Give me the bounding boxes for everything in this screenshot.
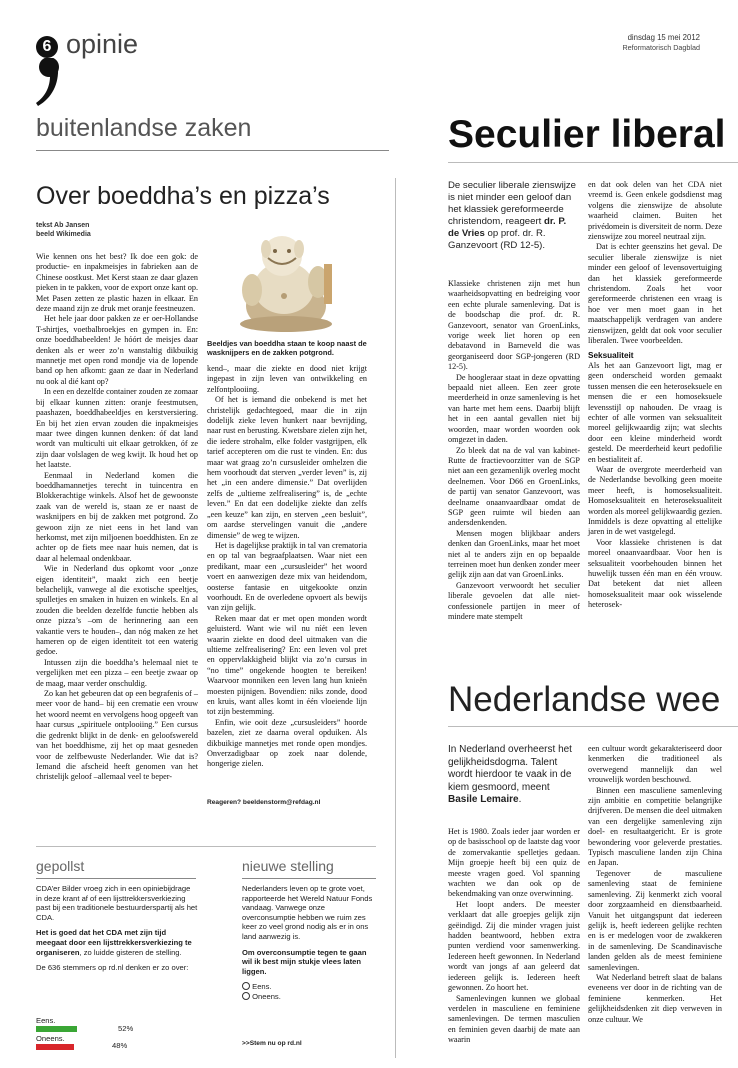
poll-yes-pct: 52% (118, 1024, 134, 1033)
poll-top-rule (36, 846, 376, 847)
poll-yes-label: Eens. (36, 1016, 56, 1025)
new-statement-intro: Nederlanders leven op te grote voet, rapporteerde het Wereld Natuur Fonds vandaag. Vanwege onze overconsumptie hebben we ruim zes keer zo veel grond nodig als er in ons land aanwezig is. (242, 884, 373, 941)
paragraph: De hoogleraar staat in deze opvatting bepaald niet alleen. Een zeer grote meerderheid in onze samenleving is het van harte met hem eens. Daarbij blijft het in een aantal gevallen niet bij woorden, maar worden woorden ook omgezet in daden. (448, 372, 580, 445)
new-statement-heading: nieuwe stelling (242, 858, 334, 874)
vote-option-label: Eens. (252, 982, 272, 992)
paragraph: Eenmaal in Nederland komen die boeddhamannetjes terecht in tuincentra en Blokkerachtige winkels. Alsof het de gewoonste zaak van de wereld is, staan ze er naast de wasknijpers en bij de zakken met potgrond. Zo gewoon zijn ze niet eens in het land van herkomst, met zijn miljoenen boeddhisten. En ze achter op de fiets mee naar huis nemen, dat is daar al helemaal ondenkbaar. (36, 470, 198, 563)
new-statement-content (242, 884, 376, 1002)
subheading: Seksualiteit (588, 350, 634, 360)
article-intro (448, 180, 580, 252)
new-statement-text: Om overconsumptie tegen te gaan wil ik best mijn stukje vlees laten liggen. (242, 947, 367, 976)
intro-text: In Nederland overheerst het gelijkheidsdogma. Talent wordt hierdoor te vaak in de kiem gesmoord, meent (448, 744, 572, 793)
new-statement-rule (242, 878, 376, 879)
left-article-col2 (207, 364, 367, 770)
seculier-col2 (588, 180, 722, 611)
rubric-rule (36, 150, 389, 151)
paragraph: Reken maar dat er met open monden wordt geluisterd. Want wie wil nu níét een leven waarin ziekte en dood deel uitmaken van die ultieme zelfrealisering? En: een leven vol pret en oppervlakkigheid blijkt via zo’n cursus in “no time” ongekende hoogten te bereiken! Waarvoor monniken een leven lang hun knieën moesten pijnigen. Bovendien: niks zonde, dood en kruis, want alles komt in één vloeiende lijn tot zijn bestemming. (207, 613, 367, 717)
intro-text: De seculier liberale zienswijze is niet minder een geloof dan het klassiek gereformeerde christendom, reageert (448, 180, 576, 227)
poll-intro: CDA’er Bilder vroeg zich in een opiniebijdrage in deze krant af of een lijsttrekkersverkiezing past bij een traditionele bestuurderspartij als het CDA. (36, 884, 198, 922)
paragraph: Het is 1980. Zoals ieder jaar worden er op de basisschool op de laatste dag voor de zomervakantie spelletjes gedaan. Mijn groepje heeft bij een quiz de meeste vragen goed. Vol spanning wachten we dan ook op de bekendmaking van onze overwinning. (448, 827, 580, 899)
poll-statement-wrap (36, 928, 198, 957)
column-divider (395, 178, 396, 1058)
intro-author: dr. P. de Vries (448, 216, 567, 239)
buddha-photo (226, 224, 358, 334)
article-intro-2 (448, 744, 580, 807)
rubric-title: buitenlandse zaken (36, 114, 252, 142)
paragraph: Binnen een masculiene samenleving zijn ambitie en competitie belangrijke drijfveren. De mensen die deel uitmaken van een dergelijke samenleving zijn doel- en resultaatgericht. Er is grote bewondering voor geleverde prestaties. Typisch masculiene landen zijn China en Japan. (588, 785, 722, 868)
header-publication: Reformatorisch Dagblad (622, 43, 700, 52)
page-number: 6 (42, 38, 52, 55)
paragraph: Klassieke christenen zijn met hun waarheidsopvatting en bedreiging voor een echte plurale samenleving. Dat is de boodschap die prof. dr. R. Ganzevoort, senator van GroenLinks, vorige week liet horen op een debatavond in Barneveld die was georganiseerd door SGP-jongeren (RD 12-5). (448, 279, 580, 372)
paragraph: Wie kennen ons het best? Ik doe een gok: de productie- en inpakmeisjes in fabrieken aan de Chinese oostkust. Met Kerst staan ze daar glazen pieken in te pakken, voor de export onze kant op. Met Pasen zetten ze plastic hazen in elkaar. En deze maand zijn ze druk met oranje feestneuzen. (36, 252, 198, 314)
poll-no-bar (36, 1044, 74, 1050)
paragraph: en dat ook delen van het CDA niet vreemd is. Geen enkele godsdienst mag volgens die zienswijze de absolute waarheid claimen. Buiten het privédomein is diversiteit de norm. Deze zienswijze zou moreel neutraal zijn. (588, 180, 722, 242)
paragraph: Enfin, wie ooit deze „cursusleiders” hoorde bazelen, ziet ze daarna overal opduiken. Als dikbuikige mannetjes met ronde open mondjes. Onverzadigbaar op zoek naar dolende, hongerige zielen. (207, 717, 367, 769)
paragraph: Het loopt anders. De meester verklaart dat alle groepjes gelijk zijn geëindigd. Zij die minder vragen juist hadden beantwoord, hebben extra punten verdiend voor samenwerking. Iedereen heeft gewonnen. In Nederland wordt van jongs af aan geleerd dat iedereen gelijk is. Iedereen heeft gewonnen. Zo hoort het. (448, 899, 580, 993)
title-rule-2 (448, 726, 738, 727)
page-number-badge (36, 36, 58, 58)
paragraph: kend–, maar die ziekte en dood niet krijgt ingepast in zijn leven van ontwikkeling en zelfontplooiing. (207, 364, 367, 394)
poll-voters: De 636 stemmers op rd.nl denken er zo over: (36, 963, 189, 973)
article-title-seculier: Seculier liberal (448, 113, 726, 156)
comma-mark (34, 58, 64, 108)
poll-content (36, 884, 198, 979)
intro-author: Basile Lemaire (448, 794, 519, 806)
paragraph: een cultuur wordt gekarakteriseerd door kenmerken die traditioneel als overwegend mannelijk dan wel vrouwelijk worden beschouwd. (588, 744, 722, 785)
vote-option-label: Oneens. (252, 991, 281, 1001)
article-title: Over boeddha’s en pizza’s (36, 182, 330, 210)
poll-statement: Het is goed dat het CDA met zijn tijd meegaat door een lijsttrekkersverkiezing te organiseren (36, 928, 192, 957)
left-article-col1 (36, 252, 198, 783)
section-title: opinie (66, 29, 139, 59)
vote-option-oneens[interactable] (242, 992, 376, 1002)
intro-text-end: . (518, 794, 522, 806)
intro-text-end: op prof. dr. R. Ganzevoort (RD 12-5). (448, 228, 546, 251)
nederlandse-col1 (448, 827, 580, 1046)
paragraph: Waar de overgrote meerderheid van de Nederlandse bevolking geen moeite meer heeft, is homoseksualiteit. Homoseksualiteit en heteroseksualiteit worden als moreel gelijkwaardig gezien. Inmiddels is deze opvatting al ettelijke jaren in de wet vastgelegd. (588, 464, 722, 537)
credit-text: tekst Ab Jansen (36, 222, 90, 229)
paragraph: Het hele jaar door pakken ze er oer-Hollandse T-shirtjes, voetbalbroekjes en gympen in. En: onze boeddhabeelden! Je hóórt de meisjes daar denken als er weer zo’n wanstaltig dikbuikig mannetje met open rond mondje via de lopende band op hen afkomt: gaan ze daar in Nederland nu ook al dié kant op? (36, 314, 198, 386)
radio-circle-icon[interactable] (242, 992, 250, 1000)
paragraph: Of het is iemand die onbekend is met het christelijk gedachtegoed, maar die in zijn dodelijk zieke leven hunkert naar bevrijding, naar rust en berusting. Kwetsbare zielen zijn het, die iedere strohalm, elke folder vastgrijpen, elk tarief accepteren om die rust te vinden. En: dus maar wat graag zo’n cursusleider omhelzen die hem voorhoudt dat sterven „verder leven” is, zij het „in een andere dimensie.” Dat overlijden zelfs de „ultieme zelfrealisering” is, de „echte leven.” En dat een dodelijke ziekte dan zelfs „een keuze” kan zijn, en sterven „een besluit”, om aardse stervelingen vanuit die „andere dimensie” de weg te wijzen. (207, 395, 367, 540)
new-statement-text-wrap (242, 948, 376, 977)
credit-image: beeld Wikimedia (36, 231, 91, 238)
paragraph: Dat is echter geenszins het geval. De seculier liberale zienswijze is niet minder een geloof of levensovertuiging dan het klassiek gereformeerde christendom. Zoals het voor gereformeerde christenen een vraag is hoe ver men moet gaan in het maatschappelijk verdragen van andere zienswijzen, geldt dat ook voor seculier liberalen. Twee voorbeelden. (588, 242, 722, 346)
paragraph: Intussen zijn die boeddha’s helemaal niet te vergelijken met een pizza – een beetje zwaar op de maag, maar verder onschuldig. (36, 657, 198, 688)
paragraph: Mensen mogen blijkbaar anders denken dan GroenLinks, maar het moet niet al te anders zijn en op bepaalde terreinen moet hun denken zonder meer gelijk zijn aan dat van GroenLinks. (448, 528, 580, 580)
nederlandse-col2 (588, 744, 722, 1025)
paragraph: In een en dezelfde container zouden ze zomaar bij elkaar kunnen zitten: oranje feestmutsen, paashazen, boeddhabeeldjes en kerstversiering. En bij het zien ervan zouden die inpakmeisjes maar twee dingen kunnen denken: óf dat land wordt van multiculti uit elkaar getrokken, óf ze zijn daar volslagen de weg kwijt. Ik houd het op het laatste. (36, 387, 198, 470)
paragraph: Tegenover de masculiene samenleving staat de feminiene samenleving. Zij kenmerkt zich vooral door zorgzaamheid en dienstbaarheid. Vanuit het uitgangspunt dat iedereen gelijk is, heeft iedereen gelijke rechten en is er medelogen voor de zwakkeren in de samenleving. De Scandinavische landen gelden als de meest feminiene samenlevingen. (588, 868, 722, 972)
poll-yes-bar (36, 1026, 77, 1032)
header-date: dinsdag 15 mei 2012 (627, 33, 700, 42)
poll-yes-bar-track (36, 1026, 186, 1032)
poll-no-label: Oneens. (36, 1034, 65, 1043)
photo-caption: Beeldjes van boeddha staan te koop naast de wasknijpers en de zakken potgrond. (207, 339, 367, 358)
article-title-nederlandse: Nederlandse wee (448, 680, 721, 719)
poll-no-bar-track (36, 1044, 186, 1050)
seculier-col1 (448, 279, 580, 622)
paragraph: Wat Nederland betreft slaat de balans eveneens ver door in de richting van de feminiene kenmerken. Het gelijkheidsdenken zit diep verweven in onze cultuur. We (588, 972, 722, 1024)
paragraph: Ganzevoort verwoordt het seculier liberale gevoelen dat alle niet-confessionele partijen in meer of mindere mate stempelt (448, 580, 580, 621)
poll-heading-rule (36, 878, 196, 879)
paragraph: Zo kan het gebeuren dat op een begrafenis of –meer voor de hand– bij een crematie een vrouw het woord neemt en vervolgens hoog opgeeft van haar cursus „spirituele ontplooiing.” Een cursus die gedrenkt blijkt in de denk- en geloofswereld van het boeddhisme, zij het op maat gesneden voor de zelfbewuste Nederlander. Wie dat is? Iemand die afscheid heeft genomen van het christelijk geloof –allemaal veel te beper- (36, 689, 198, 782)
paragraph: Als het aan Ganzevoort ligt, mag er geen onderscheid worden gemaakt tussen mensen die een heteroseksuele en mensen die er een homoseksuele levensstijl op nahouden. De vraag is echter of alle vormen van seksualiteit moreel gelijkwaardig zijn; wat slechts door een kleine minderheid wordt gesteld. De meerderheid keurt pedofilie en bestialiteit af. (588, 360, 722, 464)
vote-option-eens[interactable] (242, 982, 376, 992)
title-rule (448, 162, 738, 163)
paragraph: Voor klassieke christenen is dat moreel onaanvaardbaar. Voor hen is seksualiteit voorbehouden binnen het huwelijk tussen één man en één vrouw. Dat betekent dat niet alleen homoseksualiteit maar ook wisselende heterosek- (588, 537, 722, 610)
poll-no-pct: 48% (112, 1041, 128, 1050)
radio-circle-icon[interactable] (242, 982, 250, 990)
paragraph: Zo bleek dat na de val van kabinet-Rutte de fractievoorzitter van de SGP niet aan een gezamenlijk overleg mocht deelnemen. Voor D66 en GroenLinks, de partij van senator Ganzevoort, was deelname onaanvaardbaar omdat de SGP geen ruimte wil bieden aan andersdenkenden. (448, 445, 580, 528)
paragraph: Wie in Nederland dus opkomt voor „onze eigen identiteit”, maakt zich een beetje belachelijk, vanwege al die exotische speeltjes, spulletjes en smaken in huizen en winkels. En al zouden die beelden dezelfde functie hebben als onze pizza’s –om de herinnering aan een vakantie vers te houden–, dan nóg maken ze het hameren op de eigen identiteit tot een waterig gedoe. (36, 564, 198, 657)
reactions-email[interactable]: Reageren? beeldenstorm@refdag.nl (207, 799, 321, 806)
poll-statement-post: , zo luidde gisteren de stelling. (79, 947, 182, 957)
vote-link[interactable]: >>Stem nu op rd.nl (242, 1040, 302, 1047)
paragraph: Samenlevingen kunnen we globaal verdelen in masculiene en feminiene samenlevingen. De termen masculien en feminien geven daarbij de mate aan waarin (448, 993, 580, 1045)
poll-heading: gepollst (36, 858, 85, 874)
paragraph: Het is dagelijkse praktijk in tal van crematoria en op tal van begraafplaatsen. Waar niet een predikant, maar een „cursusleider” het woord voert en aanwezigen deze mix van heidendom, oosterse fantasie en uitgekookte onzin voorhoudt. En de overledene opvoert als bewijs van zijn gelijk. (207, 540, 367, 613)
